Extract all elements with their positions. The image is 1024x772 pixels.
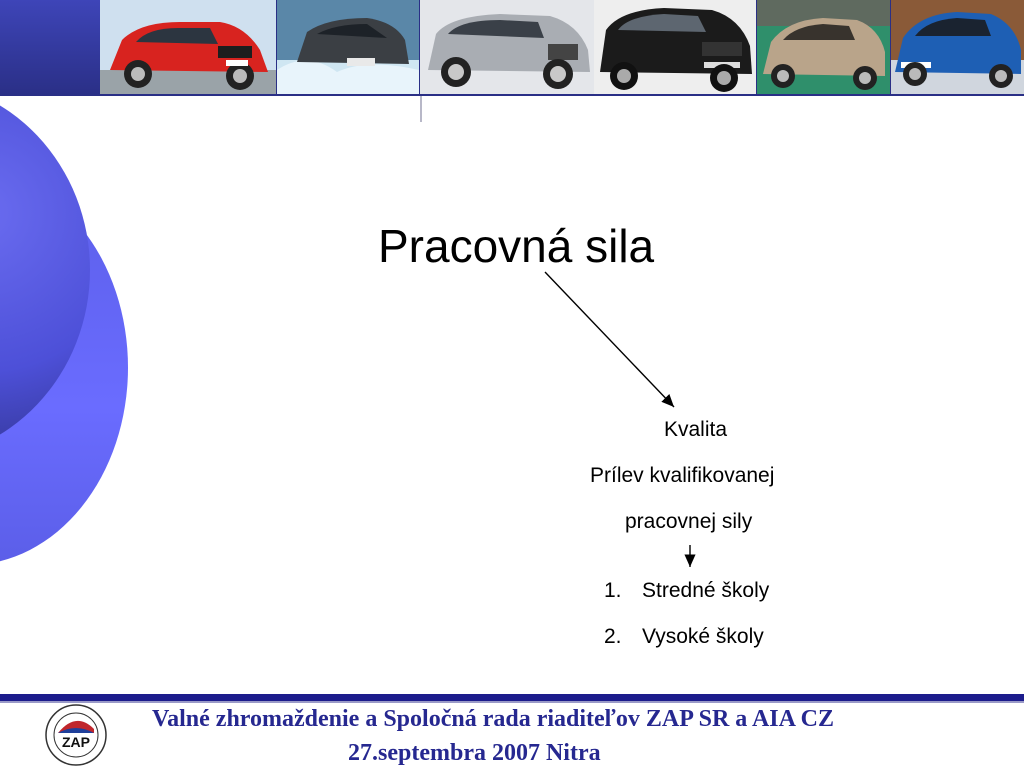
footer-event-date: 27.septembra 2007 Nitra	[348, 740, 601, 766]
quality-label: Kvalita	[664, 418, 728, 441]
title-arrow	[545, 272, 674, 407]
list-number-2: 2.	[604, 625, 622, 648]
footer-event-title: Valné zhromaždenie a Spoločná rada riaditeľov ZAP SR a AIA CZ	[152, 706, 834, 732]
list-item-secondary-schools: Stredné školy	[642, 579, 770, 602]
zap-logo-text: ZAP	[62, 734, 90, 750]
influx-label: Prílev kvalifikovanej	[590, 464, 775, 487]
footer-rule-thin	[0, 701, 1024, 703]
slide-title: Pracovná sila	[378, 220, 655, 272]
workforce-label: pracovnej sily	[625, 510, 753, 533]
list-item-universities: Vysoké školy	[642, 625, 764, 648]
footer-rule	[0, 694, 1024, 701]
zap-logo	[44, 703, 108, 767]
list-number-1: 1.	[604, 579, 622, 602]
